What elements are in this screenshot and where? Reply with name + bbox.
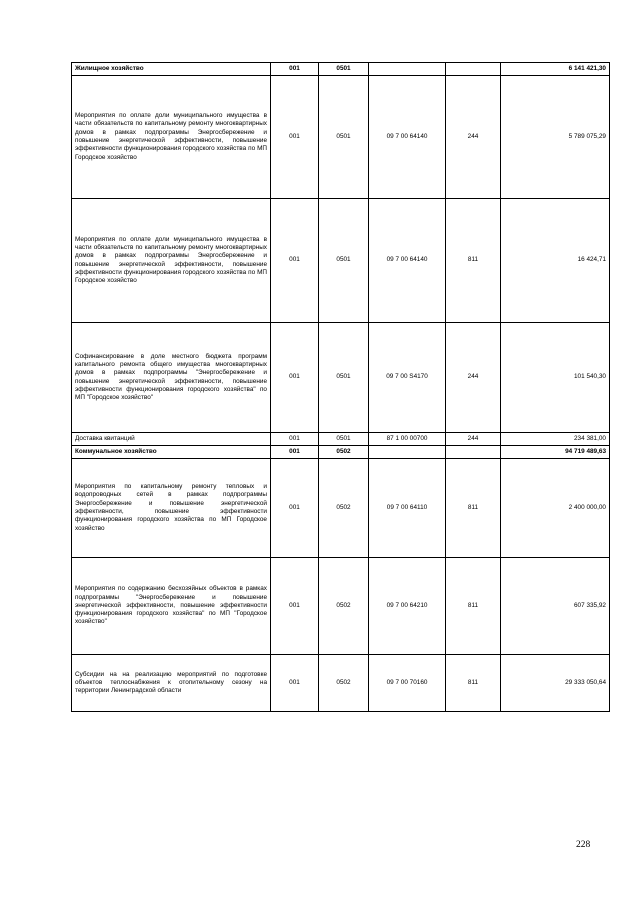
cell-sum: 607 335,92: [501, 558, 610, 655]
cell-csr: 87 1 00 00700: [369, 433, 446, 446]
table-row: [72, 558, 610, 655]
row-description: Доставка квитанций: [72, 433, 271, 446]
cell-ved: 001: [271, 558, 319, 655]
cell-sum: 16 424,71: [501, 199, 610, 323]
cell-csr: 09 7 00 S4170: [369, 323, 446, 433]
cell-csr: 09 7 00 64110: [369, 459, 446, 558]
row-description: Мероприятия по оплате доли муниципального имущества в части обязательств по капитальному ремонту многоквартирных домов в рамках подпрограммы Энергосбережение и повышение энергетической эффективности, повышение эффективности функционирования городского хозяйства по МП Городское хозяйство: [72, 76, 271, 199]
cell-sum: 5 789 075,29: [501, 76, 610, 199]
row-description: Коммунальное хозяйство: [72, 446, 271, 459]
cell-ved: 001: [271, 446, 319, 459]
cell-ved: 001: [271, 63, 319, 76]
cell-ved: 001: [271, 76, 319, 199]
cell-ved: 001: [271, 433, 319, 446]
cell-vr: 244: [446, 76, 501, 199]
cell-rzpr: 0502: [319, 446, 369, 459]
cell-rzpr: 0501: [319, 199, 369, 323]
cell-rzpr: 0501: [319, 76, 369, 199]
cell-ved: 001: [271, 655, 319, 712]
cell-sum: 94 719 489,63: [501, 446, 610, 459]
cell-vr: [446, 63, 501, 76]
cell-rzpr: 0501: [319, 433, 369, 446]
table-row: [72, 76, 610, 199]
cell-rzpr: 0502: [319, 655, 369, 712]
cell-ved: 001: [271, 199, 319, 323]
table-row: [72, 433, 610, 446]
table-row-utilities: [72, 446, 610, 459]
cell-vr: 811: [446, 459, 501, 558]
cell-sum: 2 400 000,00: [501, 459, 610, 558]
cell-vr: 811: [446, 199, 501, 323]
cell-csr: 09 7 00 64210: [369, 558, 446, 655]
cell-rzpr: 0501: [319, 323, 369, 433]
cell-csr: 09 7 00 64140: [369, 76, 446, 199]
cell-ved: 001: [271, 323, 319, 433]
row-description: Субсидии на на реализацию мероприятий по подготовке объектов теплоснабжения к отопительному сезону на территории Ленинградской области: [72, 655, 271, 712]
budget-table: [71, 62, 610, 712]
cell-ved: 001: [271, 459, 319, 558]
page-number: 228: [576, 840, 591, 850]
table-row: [72, 323, 610, 433]
row-description: Мероприятия по оплате доли муниципального имущества в части обязательств по капитальному ремонту многоквартирных домов в рамках подпрограммы Энергосбережение и повышение энергетической эффективности, повышение эффективности функционирования городского хозяйства по МП Городское хозяйство: [72, 199, 271, 323]
row-description: Софинансирование в доле местного бюджета программ капитального ремонта общего имущества многоквартирных домов в рамках подпрограммы "Энергосбережение и повышение энергетической эффективности, повышение эффективности функционирования городского хозяйства" по МП "Городское хозяйство": [72, 323, 271, 433]
table-row: [72, 459, 610, 558]
cell-csr: [369, 446, 446, 459]
cell-rzpr: 0502: [319, 459, 369, 558]
row-description: Мероприятия по капитальному ремонту тепловых и водопроводных сетей в рамках подпрограммы Энергосбережение и повышение энергетической эффективности, повышение эффективности функционирования городского хозяйства по МП Городское хозяйство: [72, 459, 271, 558]
table-row-housing: [72, 63, 610, 76]
cell-csr: 09 7 00 70160: [369, 655, 446, 712]
cell-vr: 244: [446, 323, 501, 433]
cell-vr: 811: [446, 655, 501, 712]
row-description: Мероприятия по содержанию бесхозяйных объектов в рамках подпрограммы "Энергосбережение и повышение энергетической эффективности, повышение эффективности функционирования городского хозяйства" по МП "Городское хозяйство": [72, 558, 271, 655]
cell-vr: [446, 446, 501, 459]
cell-sum: 101 540,30: [501, 323, 610, 433]
cell-sum: 29 333 050,64: [501, 655, 610, 712]
cell-rzpr: 0501: [319, 63, 369, 76]
cell-csr: [369, 63, 446, 76]
cell-sum: 6 141 421,30: [501, 63, 610, 76]
cell-vr: 811: [446, 558, 501, 655]
table-row: [72, 655, 610, 712]
cell-rzpr: 0502: [319, 558, 369, 655]
cell-vr: 244: [446, 433, 501, 446]
table-row: [72, 199, 610, 323]
cell-sum: 234 381,00: [501, 433, 610, 446]
row-description: Жилищное хозяйство: [72, 63, 271, 76]
cell-csr: 09 7 00 64140: [369, 199, 446, 323]
